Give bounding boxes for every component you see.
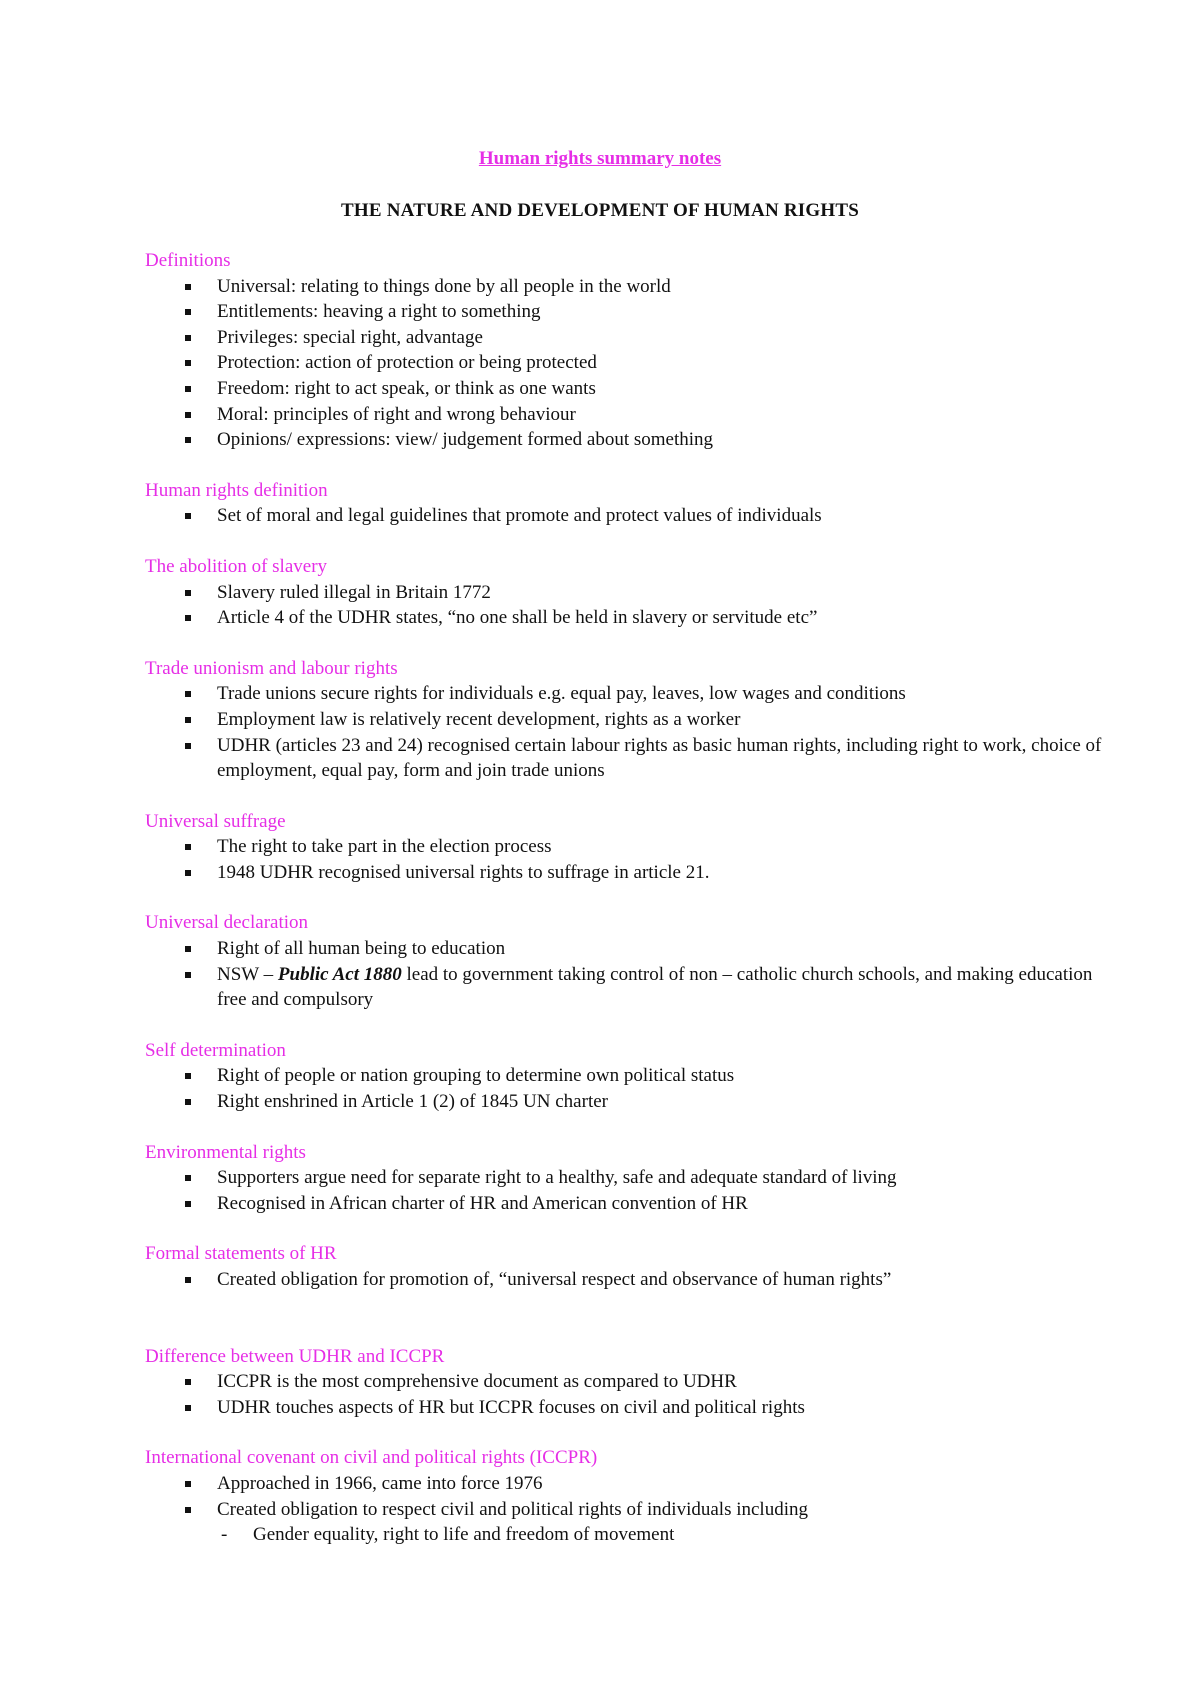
list-item: Right of all human being to education [145, 936, 1105, 962]
list-item: Right enshrined in Article 1 (2) of 1845 UN charter [145, 1089, 1105, 1115]
public-act-emphasis: Public Act 1880 [277, 963, 402, 985]
bullet-list [145, 1165, 1105, 1216]
list-item [145, 1497, 1105, 1548]
section-heading: Difference between UDHR and ICCPR [145, 1345, 445, 1367]
bullet-list [145, 580, 1105, 631]
section-heading: Definitions [145, 250, 231, 271]
bullet-list [145, 274, 1105, 453]
list-item: Universal: relating to things done by all people in the world [145, 274, 1105, 300]
list-item: Moral: principles of right and wrong behaviour [145, 402, 1105, 428]
document-subtitle: THE NATURE AND DEVELOPMENT OF HUMAN RIGHTS [341, 200, 859, 221]
section-formal-statements [145, 1241, 1105, 1292]
list-item: ICCPR is the most comprehensive document as compared to UDHR [145, 1369, 1105, 1395]
section-iccpr [145, 1445, 1105, 1547]
section-human-rights-definition [145, 478, 1105, 529]
list-item: Opinions/ expressions: view/ judgement formed about something [145, 427, 1105, 453]
section-environmental-rights [145, 1140, 1105, 1217]
bullet-list [145, 1267, 1105, 1293]
section-universal-declaration [145, 910, 1105, 1012]
section-heading: Human rights definition [145, 479, 328, 501]
list-item: Trade unions secure rights for individuals e.g. equal pay, leaves, low wages and conditions [145, 681, 1105, 707]
section-definitions [145, 248, 1105, 453]
bullet-list [145, 1369, 1105, 1420]
bullet-list [145, 936, 1105, 1013]
bullet-list [145, 681, 1105, 783]
section-heading: Universal suffrage [145, 810, 286, 832]
list-item: Article 4 of the UDHR states, “no one shall be held in slavery or servitude etc” [145, 605, 1105, 631]
sub-list-item: - Gender equality, right to life and freedom of movement [145, 1522, 1105, 1548]
list-item: Slavery ruled illegal in Britain 1772 [145, 580, 1105, 606]
bullet-list [145, 1063, 1105, 1114]
list-item: Set of moral and legal guidelines that promote and protect values of individuals [145, 503, 1105, 529]
section-self-determination [145, 1038, 1105, 1115]
section-heading: The abolition of slavery [145, 555, 328, 577]
section-trade-unionism [145, 656, 1105, 784]
list-item: Privileges: special right, advantage [145, 325, 1105, 351]
section-heading: Universal declaration [145, 912, 309, 934]
list-item: Created obligation for promotion of, “universal respect and observance of human rights” [145, 1267, 1105, 1293]
list-item: Entitlements: heaving a right to something [145, 299, 1105, 325]
section-heading: Formal statements of HR [145, 1243, 337, 1265]
list-item [145, 962, 1105, 1013]
document-title: Human rights summary notes [478, 148, 722, 169]
list-item-suffix: lead to government taking control of non – catholic church schools, and making education free and compulsory [217, 963, 1093, 1011]
section-heading: Environmental rights [145, 1141, 306, 1163]
list-item: Freedom: right to act speak, or think as one wants [145, 376, 1105, 402]
list-item: Right of people or nation grouping to determine own political status [145, 1063, 1105, 1089]
list-item: Recognised in African charter of HR and American convention of HR [145, 1191, 1105, 1217]
bullet-list [145, 503, 1105, 529]
section-udhr-vs-iccpr [145, 1344, 1105, 1421]
list-item: UDHR (articles 23 and 24) recognised certain labour rights as basic human rights, including right to work, choice of employment, equal pay, form and join trade unions [145, 733, 1105, 784]
section-universal-suffrage [145, 809, 1105, 886]
section-heading: Self determination [145, 1039, 286, 1061]
bullet-list [145, 1471, 1105, 1548]
list-item: Employment law is relatively recent development, rights as a worker [145, 707, 1105, 733]
bullet-list [145, 834, 1105, 885]
list-item-prefix: NSW – [217, 963, 278, 985]
list-item: UDHR touches aspects of HR but ICCPR focuses on civil and political rights [145, 1395, 1105, 1421]
sub-list [217, 1522, 1105, 1548]
list-item: Supporters argue need for separate right to a healthy, safe and adequate standard of living [145, 1165, 1105, 1191]
section-heading: International covenant on civil and political rights (ICCPR) [145, 1447, 598, 1469]
notes-content [145, 248, 1105, 1573]
section-heading: Trade unionism and labour rights [145, 657, 398, 679]
list-item: Protection: action of protection or being protected [145, 350, 1105, 376]
list-item: Approached in 1966, came into force 1976 [145, 1471, 1105, 1497]
section-abolition-of-slavery [145, 554, 1105, 631]
list-item: The right to take part in the election process [145, 834, 1105, 860]
list-item-text: Created obligation to respect civil and political rights of individuals including [217, 1498, 808, 1520]
list-item: 1948 UDHR recognised universal rights to suffrage in article 21. [145, 860, 1105, 886]
